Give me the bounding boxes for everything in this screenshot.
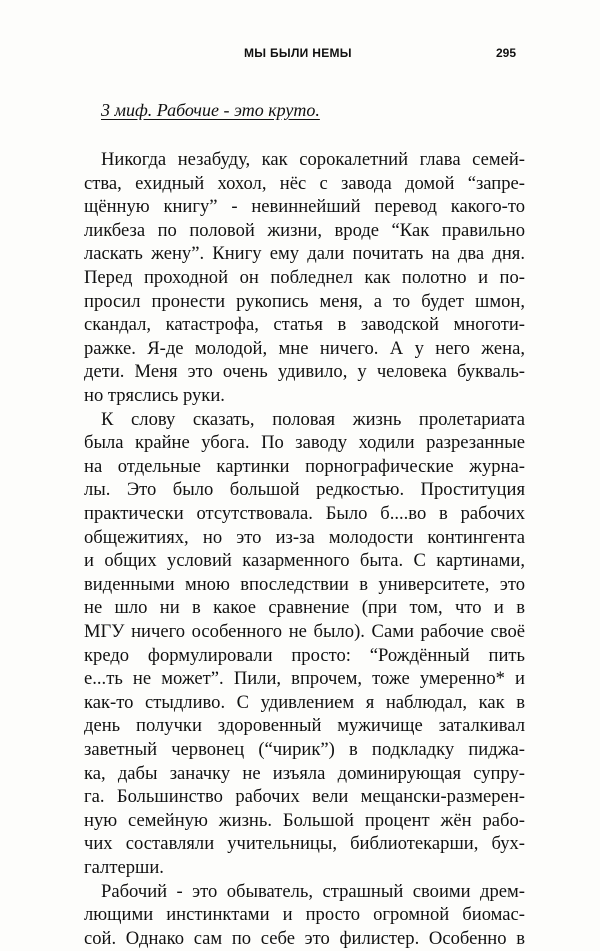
text-line: виденными мною впоследствии в университете, это [84,573,525,595]
text-line: дети. Меня это очень удивило, у человека букваль- [84,361,525,383]
text-line: кредо формулировали просто: “Рождённый пить [84,644,525,666]
text-line: сой. Однако сам по себе это филистер. Особенно в [84,927,525,949]
text-line: ласкать жену”. Книгу ему дали почитать на два дня. [84,243,525,265]
text-line: лы. Это было большой редкостью. Проституция [84,479,525,501]
text-line: и общих условий казарменного быта. С картинами, [84,550,525,572]
text-line: заветный червонец (“чирик”) в подкладку пиджа- [84,739,525,760]
text-line: ликбеза по половой жизни, вроде “Как правильно [84,219,525,241]
text-line: К слову сказать, половая жизнь пролетариата [101,408,525,430]
text-line: но тряслись руки. [84,385,225,406]
text-line: день получки здоровенный мужичище заталкивал [84,715,525,737]
text-line: чих составляли учительницы, библиотекарши, бух- [84,833,525,855]
text-line: общежитиях, но это из-за молодости контингента [84,526,525,548]
text-line: Никогда незабуду, как сорокалетний глава семей- [101,149,525,170]
text-line: га. Большинство рабочих вели мещански-размерен- [84,786,525,808]
section-title: 3 миф. Рабочие - это круто. [101,100,320,120]
text-line: практически отсутствовала. Было б....во в рабочих [84,503,525,524]
text-line: ражке. Я-де молодой, мне ничего. А у него жена, [84,337,525,359]
running-title: МЫ БЫЛИ НЕМЫ [244,46,352,60]
text-line: МГУ ничего особенного не было). Сами рабочие своё [84,621,525,642]
text-line: скандал, катастрофа, статья в заводской многоти- [84,314,525,336]
text-line: как-то стыдливо. С удивлением я наблюдал, как в [84,691,525,713]
text-line: ную семейную жизнь. Большой процент жён рабо- [84,809,525,831]
text-line: галтерши. [84,857,164,878]
text-line: ства, ехидный хохол, нёс с завода домой “запре- [84,172,525,194]
text-line: на отдельные картинки порнографические журна- [84,455,525,477]
text-line: Перед проходной он побледнел как полотно и по- [84,267,525,288]
text-line: е...ть не может”. Пили, впрочем, тоже умеренно* и [84,668,525,690]
page-number: 295 [495,46,516,60]
text-line: лющими инстинктами и просто огромной биомас- [84,904,525,926]
text-line: ка, дабы заначку не изъяла доминирующая супру- [84,762,525,784]
text-line: щённую книгу” - невиннейший перевод какого-то [84,196,525,218]
text-line: была крайне убога. По заводу ходили разрезанные [84,432,525,454]
text-line: не шло ни в какое сравнение (при том, что и в [84,597,525,619]
text-line: Рабочий - это обыватель, страшный своими дрем- [101,880,525,902]
text-line: просил пронести рукопись меня, а то будет шмон, [84,290,525,312]
